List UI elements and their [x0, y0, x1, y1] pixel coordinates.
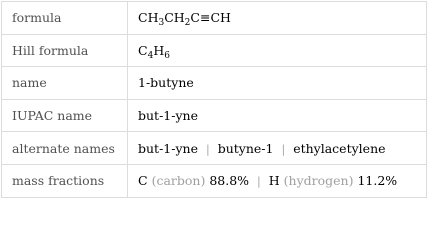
row-label-iupac-name: IUPAC name [2, 99, 128, 132]
table-row [2, 164, 427, 197]
element-name: (carbon) [151, 173, 206, 189]
separator: | [206, 142, 210, 156]
hill-part: C [138, 42, 148, 58]
element-symbol: H [268, 173, 280, 189]
table-row [2, 67, 427, 100]
alternate-names-value [128, 132, 427, 165]
formula-subscript: 3 [158, 18, 165, 29]
hill-formula-value [128, 34, 427, 67]
row-label-formula: formula [2, 2, 128, 35]
alternate-name: ethylacetylene [293, 140, 386, 156]
table-row [2, 34, 427, 67]
hill-part: H [153, 42, 165, 58]
table-row [2, 2, 427, 35]
formula-value [128, 2, 427, 35]
mass-percent: 11.2% [357, 173, 398, 189]
table-row [2, 99, 427, 132]
alternate-name: but-1-yne [138, 140, 198, 156]
row-label-alternate-names: alternate names [2, 132, 128, 165]
name-value: 1-butyne [128, 67, 427, 100]
iupac-name-value: but-1-yne [128, 99, 427, 132]
hill-subscript: 4 [147, 50, 154, 61]
row-label-hill-formula: Hill formula [2, 34, 128, 67]
formula-part: CH [138, 10, 159, 26]
row-label-name: name [2, 67, 128, 100]
element-name: (hydrogen) [283, 173, 354, 189]
mass-percent: 88.8% [209, 173, 250, 189]
formula-part: CH [164, 10, 185, 26]
mass-fractions-value [128, 164, 427, 197]
element-symbol: C [138, 173, 148, 189]
formula-part: C≡CH [190, 10, 231, 26]
alternate-name: butyne-1 [217, 140, 274, 156]
separator: | [257, 175, 261, 189]
hill-subscript: 6 [164, 50, 170, 61]
formula-subscript: 2 [184, 18, 191, 29]
properties-table [1, 1, 427, 198]
separator: | [281, 142, 286, 156]
row-label-mass-fractions: mass fractions [2, 164, 128, 197]
table-row [2, 132, 427, 165]
